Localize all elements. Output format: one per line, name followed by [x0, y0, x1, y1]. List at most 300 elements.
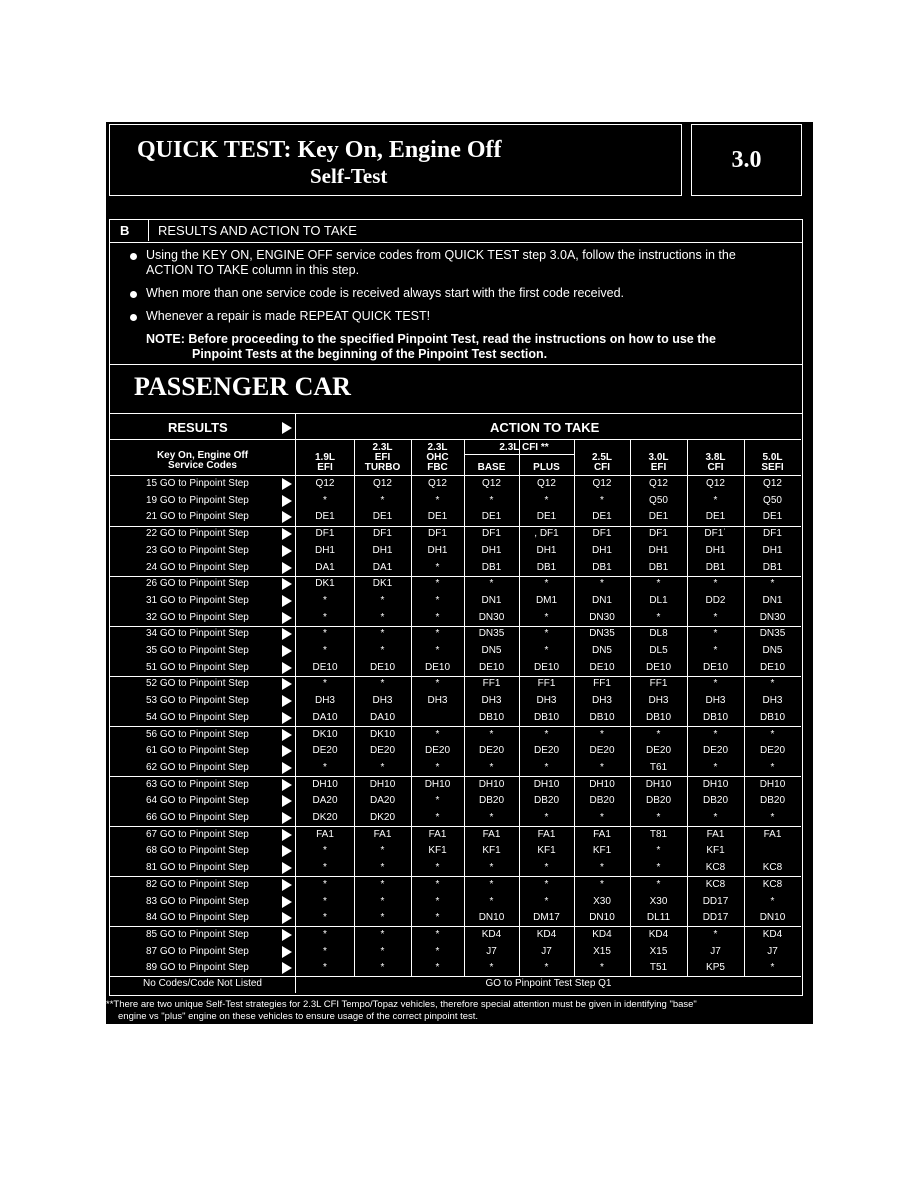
action-cell: * — [770, 812, 775, 823]
row-arrow-icon — [282, 929, 292, 941]
code-row-label: 85 GO to Pinpoint Step — [146, 928, 249, 940]
action-cell: DE10 — [312, 661, 338, 673]
action-cell: DE10 — [478, 661, 504, 673]
action-cell: * — [380, 611, 385, 623]
action-cell: X30 — [593, 895, 611, 907]
action-cell: * — [435, 878, 440, 890]
action-cell: DN30 — [759, 611, 786, 623]
action-cell: DD17 — [702, 895, 729, 907]
action-cell: * — [323, 761, 327, 773]
code-row-label: 64 GO to Pinpoint Step — [146, 795, 249, 807]
action-cell: X15 — [593, 945, 611, 957]
action-cell: Q12 — [537, 478, 556, 489]
action-cell: * — [435, 862, 440, 874]
row-arrow-icon — [282, 912, 292, 924]
action-cell: X15 — [649, 945, 668, 957]
row-arrow-icon — [282, 645, 292, 657]
action-cell: DL11 — [646, 912, 671, 924]
action-cell: KF1 — [537, 845, 556, 857]
column-header-2-l3: TURBO — [364, 462, 401, 473]
action-cell: * — [323, 912, 327, 924]
column-header-8-l3: CFI — [707, 462, 724, 473]
action-cell: DE10 — [702, 661, 728, 673]
action-cell: DE1 — [481, 511, 502, 523]
action-cell: DE20 — [533, 745, 559, 757]
row-arrow-icon — [282, 595, 292, 607]
code-row-label: 66 GO to Pinpoint Step — [146, 812, 249, 823]
code-row-label: 26 GO to Pinpoint Step — [146, 578, 249, 590]
action-cell: DK1 — [315, 578, 335, 590]
action-cell: * — [435, 594, 440, 606]
action-cell: Q12 — [763, 478, 782, 489]
action-cell: DB20 — [533, 795, 559, 807]
action-cell: KC8 — [705, 862, 726, 874]
action-cell: * — [323, 928, 327, 940]
action-cell: FF1 — [649, 678, 668, 690]
action-cell: DH10 — [533, 778, 560, 790]
action-cell: DN35 — [478, 628, 505, 640]
action-cell: FA1 — [482, 828, 501, 840]
row-arrow-icon — [282, 779, 292, 791]
code-row-label: 62 GO to Pinpoint Step — [146, 761, 249, 773]
action-cell: KF1 — [592, 845, 612, 857]
action-cell: DH1 — [427, 544, 448, 556]
action-cell: DH3 — [762, 695, 783, 707]
vehicle-heading-box — [109, 364, 803, 414]
row-arrow-icon — [282, 862, 292, 874]
instruction-2: When more than one service code is received always start with the first code received. — [146, 286, 624, 300]
row-arrow-icon — [282, 946, 292, 958]
action-cell: * — [713, 611, 718, 623]
action-cell: DE10 — [533, 661, 559, 673]
action-cell: KF1 — [706, 845, 725, 857]
action-cell: DB1 — [705, 561, 726, 573]
action-cell: FF1 — [537, 678, 556, 690]
code-row-label: 56 GO to Pinpoint Step — [146, 728, 249, 740]
action-cell: DM17 — [533, 912, 560, 924]
action-cell: DN5 — [591, 645, 612, 656]
codes-label-line2: Service Codes — [168, 460, 237, 471]
action-cell: DA1 — [372, 561, 393, 573]
action-cell: * — [489, 895, 494, 907]
action-cell: DF1 — [428, 528, 447, 540]
action-cell: DK10 — [369, 728, 395, 740]
action-cell: DH1 — [591, 544, 612, 556]
action-cell: * — [380, 878, 385, 890]
action-cell: * — [323, 845, 327, 857]
action-cell: DH10 — [645, 778, 672, 790]
column-header-2-l2: EFI — [374, 452, 391, 463]
action-cell: T81 — [649, 828, 668, 840]
note-line2: Pinpoint Tests at the beginning of the Pinpoint Test section. — [192, 347, 548, 361]
action-cell: DB1 — [592, 561, 612, 573]
note-line1: NOTE: Before proceeding to the specified Pinpoint Test, read the instructions on how to use the — [146, 332, 716, 346]
action-cell: DE20 — [478, 745, 504, 757]
action-cell: KD4 — [762, 928, 783, 940]
code-row-label: 68 GO to Pinpoint Step — [146, 845, 249, 857]
column-header-6-l3: CFI — [593, 462, 611, 473]
quick-test-sheet — [106, 122, 813, 1024]
row-arrow-icon — [282, 562, 292, 574]
action-cell: DN5 — [481, 645, 502, 656]
action-cell: KC8 — [762, 878, 783, 890]
action-cell: DB10 — [759, 711, 785, 723]
action-cell: DB10 — [702, 711, 728, 723]
action-cell: KF1 — [428, 845, 447, 857]
action-cell: DA20 — [312, 795, 338, 807]
action-cell: DB10 — [533, 711, 559, 723]
action-cell: DH3 — [481, 695, 502, 707]
action-cell: DB1 — [536, 561, 557, 573]
action-cell — [411, 710, 464, 726]
action-cell: * — [435, 895, 440, 907]
action-cell: Q12 — [373, 478, 392, 489]
action-cell: * — [380, 912, 385, 924]
action-cell: * — [435, 578, 440, 590]
code-row-label: 24 GO to Pinpoint Step — [146, 561, 249, 573]
section-header — [109, 219, 803, 243]
action-cell: DH10 — [702, 778, 729, 790]
action-cell: Q12 — [315, 478, 335, 489]
action-cell: * — [380, 761, 385, 773]
row-arrow-icon — [282, 695, 292, 707]
action-cell: T51 — [649, 962, 668, 974]
action-cell: DM1 — [535, 594, 558, 606]
title-box — [109, 124, 682, 196]
action-cell: DF1 — [763, 528, 782, 540]
action-cell: DB20 — [759, 795, 785, 807]
code-row-label: 84 GO to Pinpoint Step — [146, 912, 249, 924]
code-row-label: 34 GO to Pinpoint Step — [146, 628, 249, 640]
action-cell: DH10 — [424, 778, 451, 790]
row-arrow-icon — [282, 628, 292, 640]
code-row-label: 32 GO to Pinpoint Step — [146, 611, 249, 623]
action-cell: DE20 — [759, 745, 785, 757]
column-header-3-l3: FBC — [427, 462, 448, 473]
instruction-3: Whenever a repair is made REPEAT QUICK TEST! — [146, 309, 431, 323]
code-row-label: 51 GO to Pinpoint Step — [146, 661, 249, 673]
footnote-line1: **There are two unique Self-Test strategies for 2.3L CFI Tempo/Topaz vehicles, therefore special attention must be given in identifying "base" — [106, 999, 697, 1010]
vehicle-heading: PASSENGER CAR — [134, 372, 351, 401]
action-cell: DE10 — [645, 661, 671, 673]
action-cell — [744, 843, 801, 859]
action-cell: * — [713, 645, 718, 656]
action-cell: * — [600, 812, 604, 823]
column-header-4-l3: BASE — [477, 462, 506, 473]
cfi-group-label: 2.3L CFI ** — [499, 442, 549, 453]
action-cell: DF1 — [482, 528, 501, 540]
code-row-label: 35 GO to Pinpoint Step — [146, 645, 249, 656]
action-cell: * — [544, 578, 549, 590]
action-cell: DE1 — [372, 511, 393, 523]
action-cell: DL5 — [649, 645, 668, 656]
action-cell: DN5 — [762, 645, 783, 656]
action-cell: DA10 — [312, 711, 338, 723]
action-cell: DH1 — [372, 544, 393, 556]
action-cell: DH3 — [536, 695, 557, 707]
action-cell: DB1 — [481, 561, 502, 573]
action-cell: KD4 — [648, 928, 669, 940]
action-cell: * — [713, 678, 718, 690]
action-cell: * — [323, 862, 327, 874]
action-cell: Q12 — [428, 478, 447, 489]
action-cell: * — [600, 862, 604, 874]
action-cell: * — [713, 728, 718, 740]
instruction-1-line2: ACTION TO TAKE column in this step. — [146, 263, 360, 277]
action-cell: * — [544, 962, 549, 974]
action-cell: DE20 — [424, 745, 450, 757]
action-cell: * — [323, 594, 327, 606]
action-cell: * — [435, 678, 440, 690]
code-row-label: 21 GO to Pinpoint Step — [146, 511, 249, 523]
code-row-label: 23 GO to Pinpoint Step — [146, 544, 249, 556]
action-cell: * — [435, 945, 440, 957]
action-cell: * — [380, 962, 385, 974]
action-cell: DH10 — [759, 778, 786, 790]
action-cell: KD4 — [481, 928, 502, 940]
action-cell: * — [713, 578, 718, 590]
action-cell: KC8 — [705, 878, 726, 890]
action-cell: * — [544, 812, 549, 823]
section-letter: B — [120, 223, 130, 238]
page-title: QUICK TEST: Key On, Engine Off — [137, 137, 502, 163]
action-cell: DE1 — [648, 511, 669, 523]
action-cell: * — [323, 628, 327, 640]
action-cell: * — [544, 645, 549, 656]
action-cell: Q12 — [706, 478, 725, 489]
action-cell: * — [323, 945, 327, 957]
action-cell: * — [489, 761, 494, 773]
column-header-2-l1: 2.3L — [372, 442, 393, 453]
action-cell: FA1 — [537, 828, 556, 840]
action-cell: DH10 — [589, 778, 615, 790]
action-cell: DE10 — [424, 661, 450, 673]
action-cell: * — [656, 878, 661, 890]
column-header-7-l3: EFI — [650, 462, 667, 473]
row-arrow-icon — [282, 845, 292, 857]
action-cell: * — [770, 895, 775, 907]
row-arrow-icon — [282, 511, 292, 523]
action-cell: DB20 — [589, 795, 615, 807]
action-cell: * — [770, 678, 775, 690]
code-row-label: 31 GO to Pinpoint Step — [146, 594, 249, 606]
column-header-1-l3: EFI — [317, 462, 333, 473]
action-cell: * — [489, 728, 494, 740]
action-cell: * — [600, 878, 604, 890]
action-cell: * — [435, 812, 440, 823]
action-cell: DB10 — [478, 711, 504, 723]
code-row-label: 54 GO to Pinpoint Step — [146, 711, 249, 723]
action-cell: KF1 — [482, 845, 501, 857]
column-header-6-l2: 2.5L — [591, 452, 612, 463]
code-row-label: 82 GO to Pinpoint Step — [146, 878, 249, 890]
action-cell: DH10 — [478, 778, 505, 790]
action-cell: Q12 — [649, 478, 668, 489]
action-cell: DK1 — [372, 578, 393, 590]
action-cell: DB20 — [645, 795, 671, 807]
action-cell: J7 — [710, 945, 721, 957]
column-header-8-l2: 3.8L — [705, 452, 726, 463]
action-cell: DB10 — [645, 711, 671, 723]
action-cell: * — [380, 494, 385, 506]
action-cell: DN1 — [762, 594, 783, 606]
action-cell: * — [713, 812, 718, 823]
action-cell: * — [323, 611, 327, 623]
action-cell: J7 — [541, 945, 552, 957]
action-cell: DD17 — [702, 912, 729, 924]
action-cell: DF1˙ — [704, 528, 727, 540]
action-cell: * — [544, 895, 549, 907]
row-arrow-icon — [282, 879, 292, 891]
action-cell: DA10 — [369, 711, 395, 723]
action-cell: DN30 — [589, 611, 615, 623]
action-cell: KP5 — [706, 962, 725, 974]
action-cell: DB20 — [702, 795, 728, 807]
row-arrow-icon — [282, 495, 292, 507]
action-cell: DF1 — [592, 528, 612, 540]
results-column-label: RESULTS — [168, 420, 228, 435]
action-cell: DK20 — [369, 812, 395, 823]
action-cell: DN35 — [759, 628, 786, 640]
code-row-label: 22 GO to Pinpoint Step — [146, 528, 249, 540]
action-cell: DE10 — [759, 661, 785, 673]
column-header-1-l2: 1.9L — [314, 452, 335, 463]
action-cell: * — [544, 494, 549, 506]
action-cell: * — [380, 945, 385, 957]
action-cell: DB10 — [589, 711, 615, 723]
action-cell: DH3 — [591, 695, 612, 707]
action-cell: KC8 — [762, 862, 783, 874]
action-cell: DH1 — [536, 544, 557, 556]
row-arrow-icon — [282, 712, 292, 724]
action-cell: * — [435, 728, 440, 740]
page-subtitle: Self-Test — [310, 164, 388, 188]
action-cell: * — [544, 628, 549, 640]
action-column-label: ACTION TO TAKE — [490, 420, 600, 435]
action-cell: * — [489, 878, 494, 890]
action-cell: DH1 — [705, 544, 726, 556]
action-cell: * — [435, 494, 440, 506]
action-cell: * — [600, 761, 604, 773]
row-arrow-icon — [282, 612, 292, 624]
action-cell: DH3 — [705, 695, 726, 707]
action-cell: DH10 — [369, 778, 396, 790]
row-arrow-icon — [282, 745, 292, 757]
action-cell: * — [600, 578, 604, 590]
results-table — [109, 413, 803, 996]
action-cell: * — [770, 578, 775, 590]
action-cell: DK10 — [312, 728, 338, 740]
row-arrow-icon — [282, 795, 292, 807]
action-cell: * — [380, 845, 385, 857]
action-cell: Q12 — [482, 478, 501, 489]
action-cell: FF1 — [482, 678, 501, 690]
action-cell: DA20 — [369, 795, 395, 807]
action-cell: FA1 — [316, 828, 334, 840]
instructions-panel — [109, 242, 803, 365]
action-cell: DH3 — [372, 695, 393, 707]
action-cell: DN10 — [589, 912, 615, 924]
row-arrow-icon — [282, 896, 292, 908]
action-cell: Q12 — [592, 478, 612, 489]
action-cell: T61 — [649, 761, 668, 773]
action-cell: * — [435, 928, 440, 940]
row-arrow-icon — [282, 829, 292, 841]
action-cell: * — [600, 962, 604, 974]
action-cell: DE1 — [315, 511, 335, 523]
action-cell: FA1 — [593, 828, 611, 840]
action-cell: * — [656, 728, 661, 740]
action-cell: * — [435, 561, 440, 573]
action-cell: DH1 — [762, 544, 783, 556]
action-cell: * — [323, 878, 327, 890]
action-cell: * — [489, 862, 494, 874]
row-arrow-icon — [282, 578, 292, 590]
action-cell: DH1 — [648, 544, 669, 556]
action-cell: * — [713, 928, 718, 940]
row-arrow-icon — [282, 662, 292, 674]
action-cell: * — [770, 728, 775, 740]
action-cell: * — [489, 578, 494, 590]
action-cell: * — [544, 761, 549, 773]
action-cell: * — [435, 761, 440, 773]
action-cell: * — [380, 928, 385, 940]
action-cell: * — [489, 812, 494, 823]
action-cell: * — [544, 728, 549, 740]
action-cell: DD2 — [705, 594, 726, 606]
code-row-label: 19 GO to Pinpoint Step — [146, 494, 249, 506]
action-cell: DE10 — [369, 661, 395, 673]
action-cell: KD4 — [536, 928, 557, 940]
action-cell: * — [656, 578, 661, 590]
action-cell: J7 — [767, 945, 778, 957]
action-cell: DE1 — [762, 511, 783, 523]
row-arrow-icon — [282, 545, 292, 557]
action-cell: FA1 — [763, 828, 782, 840]
action-cell: * — [380, 895, 385, 907]
action-cell: DB20 — [478, 795, 504, 807]
action-cell: * — [323, 678, 327, 690]
action-cell: FA1 — [706, 828, 725, 840]
action-cell: * — [323, 895, 327, 907]
action-cell: * — [713, 628, 718, 640]
action-cell: DE20 — [312, 745, 338, 757]
column-header-7-l2: 3.0L — [648, 452, 669, 463]
action-cell: DE1 — [705, 511, 726, 523]
action-cell: DE20 — [369, 745, 395, 757]
action-cell: DF1 — [315, 528, 335, 540]
action-cell: * — [435, 962, 440, 974]
action-cell: X30 — [649, 895, 668, 907]
action-cell: , DF1 — [534, 528, 559, 540]
action-cell: DE1 — [536, 511, 557, 523]
action-cell: * — [544, 611, 549, 623]
action-cell: DH3 — [648, 695, 669, 707]
action-cell: DN30 — [478, 611, 505, 623]
code-row-label: 15 GO to Pinpoint Step — [146, 478, 249, 489]
action-cell: FA1 — [428, 828, 447, 840]
action-cell: * — [770, 761, 775, 773]
action-cell: * — [435, 645, 440, 656]
row-arrow-icon — [282, 729, 292, 741]
column-header-9-l3: SEFI — [761, 462, 784, 473]
action-cell: Q50 — [649, 494, 668, 506]
action-cell: * — [323, 962, 327, 974]
action-cell: * — [600, 494, 604, 506]
action-cell: DH3 — [427, 695, 448, 707]
action-cell: * — [380, 862, 385, 874]
action-cell: DN1 — [591, 594, 612, 606]
